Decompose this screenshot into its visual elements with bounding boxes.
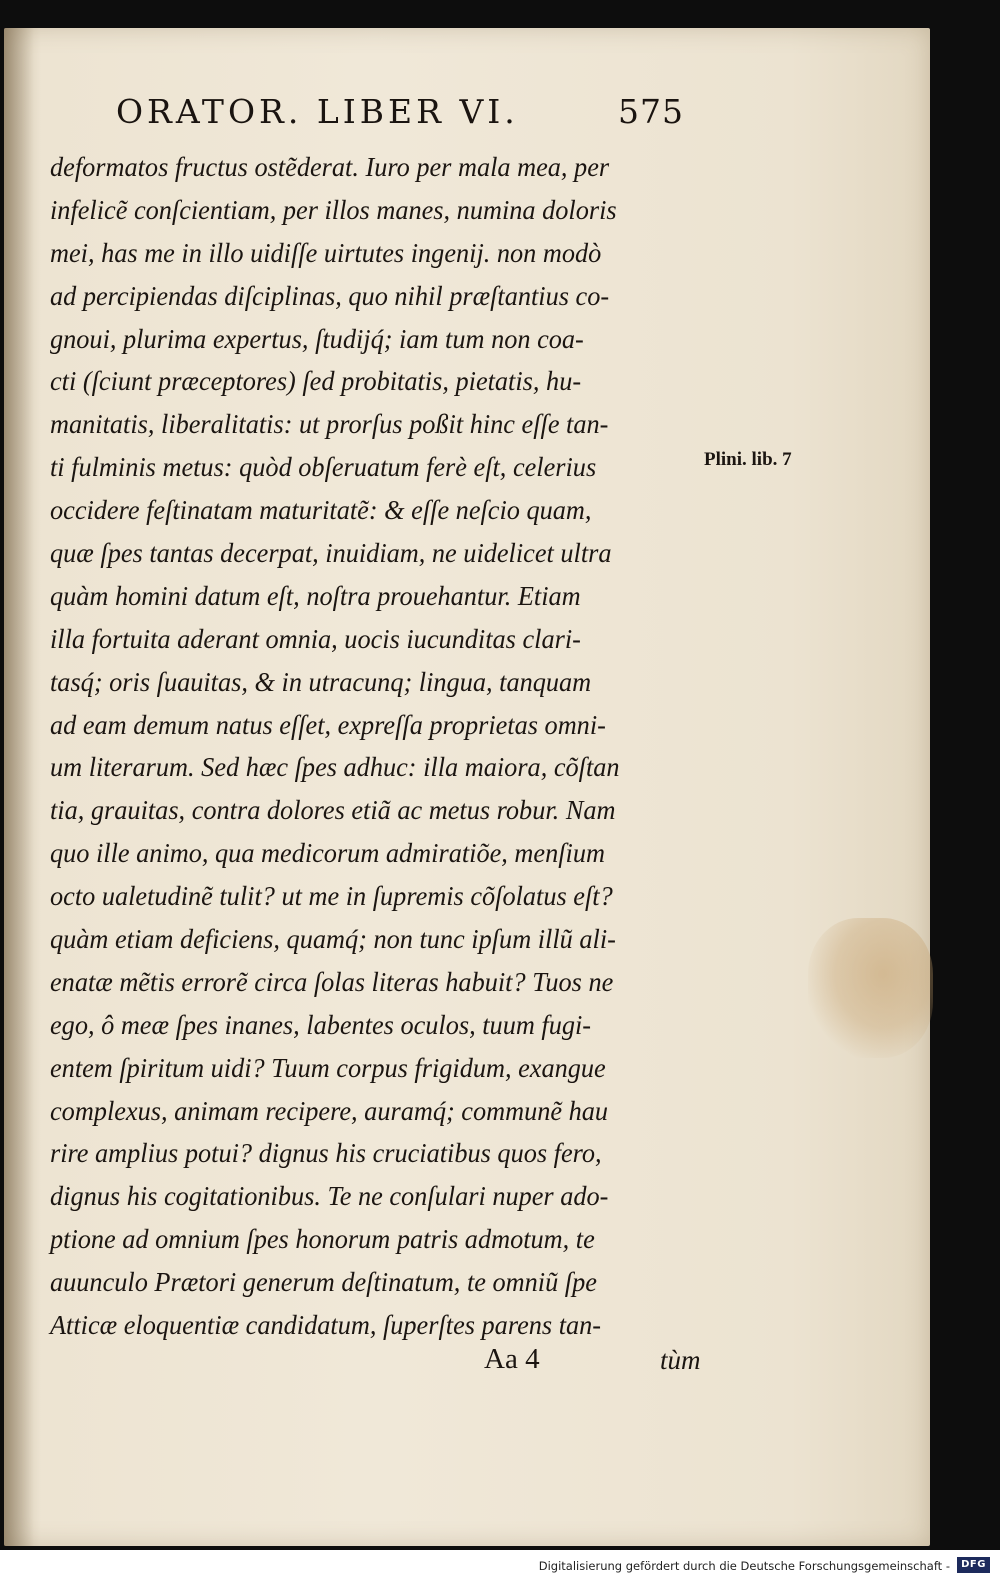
text-line: mei, has me in illo uidiſſe uirtutes ingenij. non modò — [50, 236, 602, 268]
water-stain — [808, 918, 933, 1058]
text-line: quàm etiam deficiens, quamq́; non tunc ipſum illũ ali- — [50, 923, 616, 955]
text-line: cti (ſciunt præceptores) ſed probitatis, pietatis, hu- — [50, 365, 582, 397]
digitization-footer — [0, 1550, 1000, 1587]
running-head — [0, 92, 1000, 142]
page-gutter-shadow — [4, 28, 34, 1546]
text-line: quo ille animo, qua medicorum admiratiõe, menſium — [50, 837, 605, 869]
signature-mark: Aa 4 — [484, 1343, 540, 1375]
text-line: gnoui, plurima expertus, ſtudijq́; iam tum non coa- — [50, 322, 584, 354]
text-line: dignus his cogitationibus. Te ne conſulari nuper ado- — [50, 1180, 609, 1212]
text-line: octo ualetudinẽ tulit? ut me in ſupremis cõſolatus eſt? — [50, 880, 613, 912]
body-text — [50, 146, 730, 1347]
text-line: infelicẽ conſcientiam, per illos manes, numina doloris — [50, 193, 617, 225]
running-head-title: ORATOR. LIBER VI. — [116, 92, 519, 131]
text-line: manitatis, liberalitatis: ut prorſus poßit hinc eſſe tan- — [50, 408, 609, 440]
footer-credit: Digitalisierung gefördert durch die Deutsche Forschungsgemeinschaft - — [538, 1559, 950, 1573]
text-line: deformatos fructus ostẽderat. Iuro per mala mea, per — [50, 151, 610, 182]
text-line: enatæ mẽtis errorẽ circa ſolas literas habuit? Tuos ne — [50, 965, 614, 997]
text-line: auunculo Prætori generum deſtinatum, te omniũ ſpe — [50, 1266, 597, 1298]
dfg-logo: DFG — [957, 1557, 990, 1573]
text-line: ad percipiendas diſciplinas, quo nihil præſtantius co- — [50, 279, 610, 311]
text-line: tia, grauitas, contra dolores etiã ac metus robur. Nam — [50, 794, 616, 826]
text-line: ti fulminis metus: quòd obſeruatum ferè eſt, celerius — [50, 451, 597, 483]
page-number: 575 — [618, 92, 684, 131]
text-line: complexus, animam recipere, auramq́; communẽ hau — [50, 1094, 609, 1126]
text-line: quæ ſpes tantas decerpat, inuidiam, ne uidelicet ultra — [50, 537, 612, 569]
page-foot — [0, 1343, 1000, 1383]
text-line: entem ſpiritum uidi? Tuum corpus frigidum, exangue — [50, 1051, 606, 1083]
text-line: ego, ô meæ ſpes inanes, labentes oculos, tuum fugi- — [50, 1008, 592, 1040]
text-line: occidere feſtinatam maturitatẽ: & eſſe neſcio quam, — [50, 494, 592, 526]
text-line: quàm homini datum eſt, noſtra prouehantur. Etiam — [50, 579, 581, 611]
text-line: illa fortuita aderant omnia, uocis iucunditas clari- — [50, 622, 581, 654]
text-line: ad eam demum natus eſſet, expreſſa proprietas omni- — [50, 708, 606, 740]
text-line: Atticæ eloquentiæ candidatum, ſuperſtes parens tan- — [50, 1309, 602, 1341]
text-line: ptione ad omnium ſpes honorum patris admotum, te — [50, 1223, 595, 1255]
text-line: um literarum. Sed hæc ſpes adhuc: illa maiora, cõſtan — [50, 751, 620, 783]
text-line: rire amplius potui? dignus his cruciatibus quos fero, — [50, 1137, 602, 1169]
text-line: tasq́; oris ſuauitas, & in utracunq; lingua, tanquam — [50, 665, 592, 697]
catchword: tùm — [660, 1345, 701, 1375]
margin-note: Plini. lib. 7 — [704, 449, 792, 470]
